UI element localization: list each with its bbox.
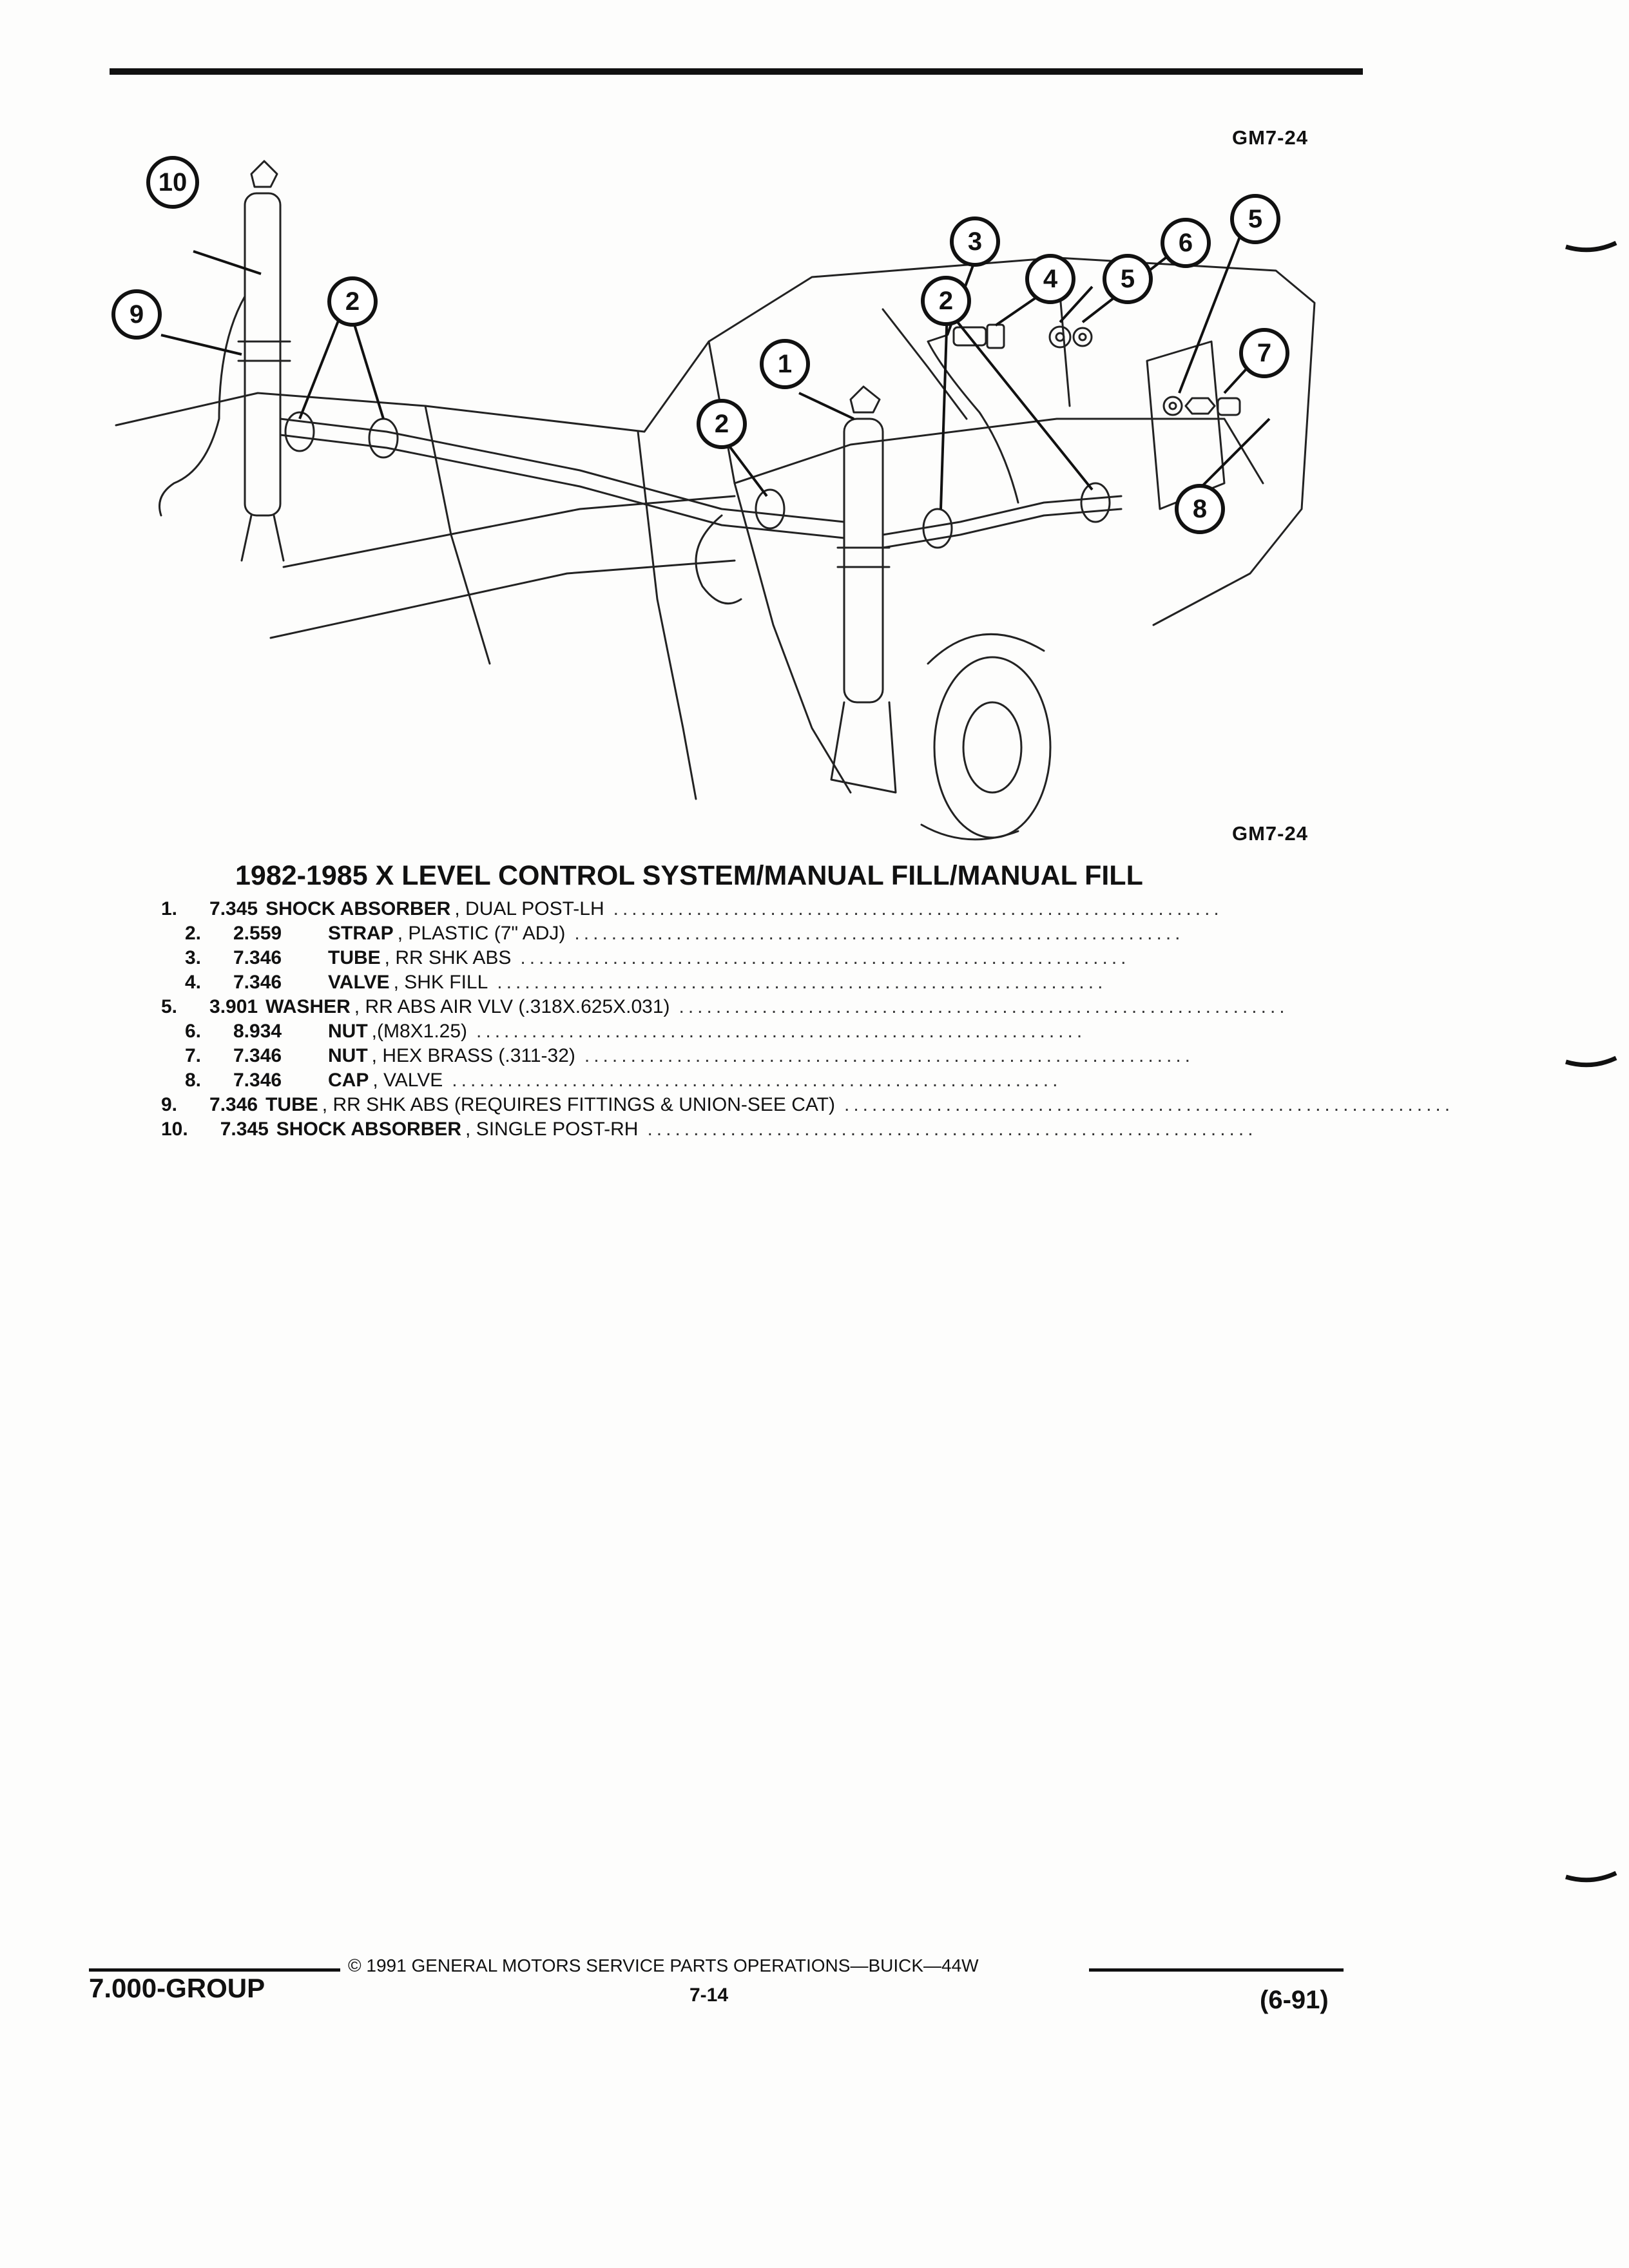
part-number: 4. <box>184 972 201 993</box>
part-group-code: 7.346 <box>233 972 282 993</box>
part-name: VALVE <box>328 972 390 993</box>
svg-text:2: 2 <box>938 287 954 315</box>
leader-dots: .................................................................. <box>584 1045 1194 1066</box>
binder-mark-icon <box>1566 1872 1617 1885</box>
footer-rule-right <box>1089 1968 1344 1972</box>
callout-9 <box>113 291 160 338</box>
part-group-code: 8.934 <box>233 1021 282 1042</box>
leader-dots: .................................................................. <box>843 1094 1454 1115</box>
part-name: SHOCK ABSORBER <box>265 898 451 919</box>
part-name: TUBE <box>265 1094 318 1115</box>
figure-code-top: GM7-24 <box>1232 126 1308 149</box>
callout-5a <box>1104 256 1151 302</box>
callout-2b <box>699 401 745 447</box>
part-name: SHOCK ABSORBER <box>276 1119 462 1140</box>
part-name: WASHER <box>265 996 351 1017</box>
leader-dots: .................................................................. <box>497 972 1107 993</box>
svg-text:5: 5 <box>1248 205 1263 233</box>
callout-2c <box>923 278 969 324</box>
part-row-3 <box>161 946 1211 970</box>
callout-10 <box>148 158 197 207</box>
leader-dots: .................................................................. <box>574 923 1184 944</box>
leader-dots: .................................................................. <box>613 898 1223 919</box>
part-description: , RR SHK ABS <box>384 947 512 968</box>
part-row-9 <box>161 1093 1454 1117</box>
figure-code-bottom: GM7-24 <box>1232 822 1308 845</box>
callout-8 <box>1177 486 1223 532</box>
part-group-code: 7.346 <box>233 1070 282 1091</box>
svg-text:1: 1 <box>777 350 793 378</box>
parts-list <box>161 897 1454 1142</box>
part-row-5 <box>161 995 1289 1019</box>
part-row-10 <box>161 1117 1257 1142</box>
part-group-code: 7.346 <box>233 1045 282 1066</box>
part-name: NUT <box>328 1021 368 1042</box>
part-number: 3. <box>184 947 201 968</box>
part-group-code: 7.345 <box>209 898 258 919</box>
part-row-2 <box>161 921 1211 946</box>
top-rule <box>110 68 1363 75</box>
footer-rule-left <box>89 1968 340 1972</box>
footer-group: 7.000-GROUP <box>89 1973 265 2003</box>
part-row-7 <box>161 1044 1211 1068</box>
part-description: , PLASTIC (7" ADJ) <box>397 923 566 944</box>
binder-mark-icon <box>1566 242 1617 255</box>
part-description: , HEX BRASS (.311-32) <box>371 1045 575 1066</box>
leader-dots: .................................................................. <box>452 1070 1062 1091</box>
svg-text:10: 10 <box>158 168 188 197</box>
part-row-8 <box>161 1068 1211 1093</box>
part-description: , SINGLE POST-RH <box>465 1119 639 1140</box>
leader-dots: .................................................................. <box>476 1021 1086 1042</box>
leader-dots: .................................................................. <box>520 947 1130 968</box>
part-name: TUBE <box>328 947 381 968</box>
part-group-code: 7.345 <box>220 1119 269 1140</box>
part-number: 8. <box>184 1070 201 1091</box>
footer-copyright: © 1991 GENERAL MOTORS SERVICE PARTS OPERATIONS—BUICK—44W <box>348 1956 979 1975</box>
part-description: ,(M8X1.25) <box>371 1021 468 1042</box>
svg-text:9: 9 <box>129 300 144 329</box>
part-number: 10. <box>161 1119 188 1140</box>
part-number: 5. <box>161 996 178 1017</box>
part-number: 6. <box>184 1021 201 1042</box>
svg-text:3: 3 <box>967 227 983 256</box>
binder-mark-icon <box>1566 1057 1617 1070</box>
part-group-code: 2.559 <box>233 923 282 944</box>
part-group-code: 3.901 <box>209 996 258 1017</box>
level-control-illustration <box>90 148 1379 857</box>
part-number: 9. <box>161 1094 178 1115</box>
svg-text:6: 6 <box>1178 229 1193 257</box>
callout-3 <box>952 218 998 265</box>
callout-2a <box>329 278 376 325</box>
part-number: 1. <box>161 898 178 919</box>
footer-page-number: 7-14 <box>689 1984 729 2006</box>
svg-text:5: 5 <box>1120 265 1135 293</box>
callout-1 <box>762 341 808 387</box>
callout-5b <box>1232 196 1278 242</box>
callout-4 <box>1027 256 1074 302</box>
callout-6 <box>1162 220 1209 266</box>
part-group-code: 7.346 <box>233 947 282 968</box>
part-row-4 <box>161 970 1211 995</box>
part-description: , RR SHK ABS (REQUIRES FITTINGS & UNION-SEE CAT) <box>322 1094 835 1115</box>
leader-dots: .................................................................. <box>647 1119 1257 1140</box>
part-name: NUT <box>328 1045 368 1066</box>
part-description: , SHK FILL <box>393 972 488 993</box>
part-name: CAP <box>328 1070 369 1091</box>
callout-7 <box>1241 330 1287 376</box>
svg-text:4: 4 <box>1043 265 1058 293</box>
svg-text:7: 7 <box>1257 339 1272 367</box>
part-group-code: 7.346 <box>209 1094 258 1115</box>
part-description: , RR ABS AIR VLV (.318X.625X.031) <box>354 996 670 1017</box>
part-name: STRAP <box>328 923 394 944</box>
leader-dots: .................................................................. <box>679 996 1289 1017</box>
part-row-6 <box>161 1019 1211 1044</box>
part-description: , DUAL POST-LH <box>454 898 604 919</box>
svg-text:2: 2 <box>714 410 729 438</box>
part-row-1 <box>161 897 1223 921</box>
part-number: 2. <box>184 923 201 944</box>
part-description: , VALVE <box>372 1070 443 1091</box>
parts-list-title: 1982-1985 X LEVEL CONTROL SYSTEM/MANUAL FILL/MANUAL FILL <box>235 860 1143 891</box>
part-number: 7. <box>184 1045 201 1066</box>
svg-text:8: 8 <box>1192 495 1208 523</box>
svg-text:2: 2 <box>345 287 360 316</box>
footer-date: (6-91) <box>1260 1986 1329 2014</box>
